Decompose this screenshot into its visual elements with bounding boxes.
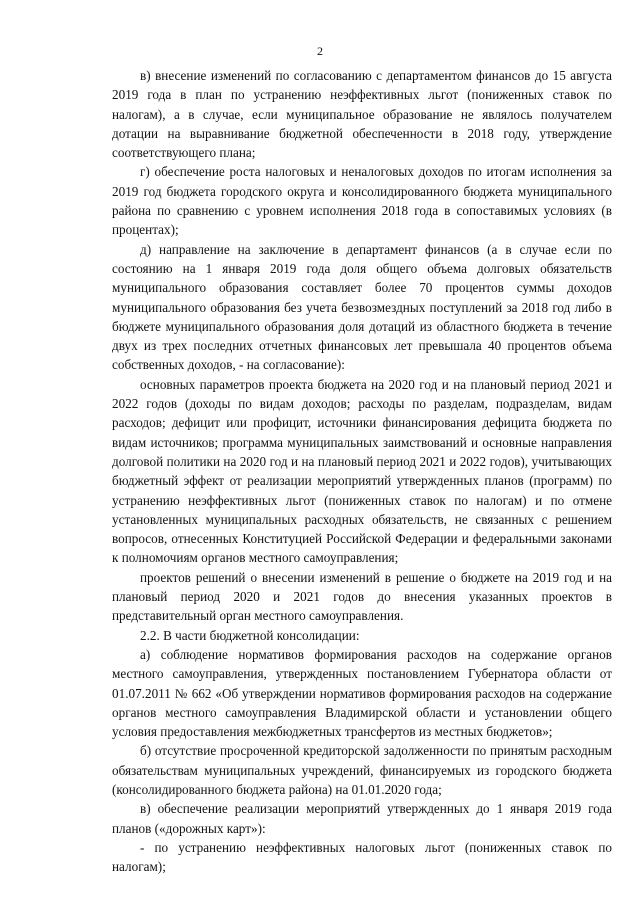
paragraph-tax-benefits: - по устранению неэффективных налоговых льгот (пониженных ставок по налогам);: [112, 839, 612, 875]
paragraph-v-roadmaps: в) обеспечение реализации мероприятий утвержденных до 1 января 2019 года планов («дорожных карт»):: [112, 801, 612, 836]
section-heading-2-2: 2.2. В части бюджетной консолидации:: [140, 627, 360, 643]
page-number: 2: [317, 44, 323, 58]
paragraph-v-amendments: в) внесение изменений по согласованию с департаментом финансов до 15 августа 2019 года в план по устранению неэффективных льгот (пониженных ставок по налогам), а в случае, если муниципальное образование не являлось получателем дотации на выравнивание бюджетной обеспеченности в 2018 году, утверждение соответствующего плана;: [112, 68, 612, 161]
paragraph-draft-decisions: проектов решений о внесении изменений в решение о бюджете на 2019 год и на плановый период 2020 и 2021 годов до внесения указанных проектов в представительный орган местного самоуправления.: [112, 569, 612, 624]
paragraph-budget-parameters: основных параметров проекта бюджета на 2020 год и на плановый период 2021 и 2022 годов (доходы по видам доходов; расходы по разделам, подразделам, видам расходов; дефицит или профицит, источники финансирования дефицита бюджета по видам источников; программа муниципальных заимствований и основные направления долговой политики на 2020 год и на плановый период 2021 и 2022 годов), учитывающих бюджетный эффект от реализации мероприятий утвержденных планов (программ) по устранению неэффективных льгот (пониженных ставок по налогам) и по отмене установленных муниципальных расходных обязательств, не связанных с решением вопросов, отнесенных Конституцией Российской Федерации и федеральными законами к полномочиям органов местного самоуправления;: [112, 376, 612, 566]
paragraph-b-no-overdue-debt: б) отсутствие просроченной кредиторской задолженности по принятым расходным обязательствам муниципальных учреждений, финансируемых из городского бюджета (консолидированного бюджета района) на 01.01.2020 года;: [112, 743, 612, 797]
paragraph-d-conclusion: д) направление на заключение в департамент финансов (а в случае если по состоянию на 1 января 2019 года доля общего объема долговых обязательств муниципального образования составляет более 70 процентов суммы доходов муниципального образования без учета безвозмездных поступлений за 2018 год либо в бюджете муниципального образования доля дотаций из областного бюджета в течение двух из трех последних отчетных финансовых лет превышала 40 процентов объема собственных доходов, - на согласование):: [112, 241, 612, 373]
document-body: [112, 66, 612, 876]
paragraph-g-revenue-growth: г) обеспечение роста налоговых и неналоговых доходов по итогам исполнения за 2019 год бюджета городского округа и консолидированного бюджета муниципального района по сравнению с уровнем исполнения 2018 года в сопоставимых условиях (в процентах);: [112, 164, 612, 238]
paragraph-a-norms: а) соблюдение нормативов формирования расходов на содержание органов местного самоуправления, утвержденных постановлением Губернатора области от 01.07.2011 № 662 «Об утверждении нормативов формирования расходов на содержание органов местного самоуправления Владимирской области и установлении общего условия предоставления межбюджетных трансфертов из местных бюджетов»;: [112, 646, 612, 740]
